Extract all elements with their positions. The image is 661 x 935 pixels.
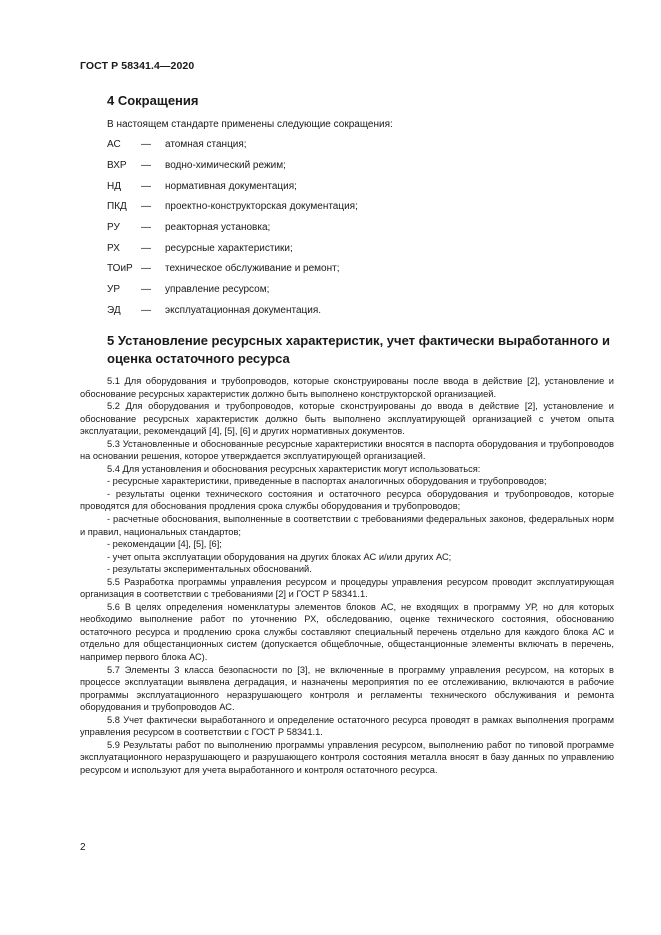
paragraph-5-4: 5.4 Для установления и обоснования ресурсных характеристик могут использоваться: xyxy=(107,463,481,474)
paragraph-5-7: 5.7 Элементы 3 класса безопасности по [3], не включенные в программу управления ресурсом, на которых в процессе эксплуатации выявлена деградация, и назначены мероприятия по ее отслеживанию, включаются в рабочие программы эксплуатационного неразрушающего контроля и регламенты технического обслуживания и ремонта оборудования и трубопроводов АС. xyxy=(80,664,614,713)
abbreviation-code: ТОиР xyxy=(107,263,133,274)
abbreviation-code: РУ xyxy=(107,222,120,233)
section-4-title: 4 Сокращения xyxy=(107,93,199,108)
abbreviation-definition: управление ресурсом; xyxy=(165,284,270,295)
abbreviation-code: НД xyxy=(107,181,121,192)
abbreviation-dash: — xyxy=(141,201,151,212)
abbreviation-item xyxy=(107,139,527,153)
abbreviation-code: РХ xyxy=(107,243,120,254)
abbreviation-code: УР xyxy=(107,284,121,295)
list-item: - результаты оценки технического состояния и остаточного ресурса оборудования и трубопроводов, которые проводятся для обоснования продления срока службы оборудования и трубопроводов; xyxy=(80,488,614,512)
paragraph-5-8: 5.8 Учет фактически выработанного и определение остаточного ресурса проводят в рамках выполнения программ управления ресурсом в соответствии с ГОСТ Р 58341.1. xyxy=(80,714,614,738)
paragraph-5-3: 5.3 Установленные и обоснованные ресурсные характеристики вносятся в паспорта оборудования и трубопроводов на основании решения, которое утверждается эксплуатирующей организацией. xyxy=(80,438,614,462)
abbreviation-item xyxy=(107,305,527,319)
abbreviation-definition: реакторная установка; xyxy=(165,222,271,233)
abbreviation-definition: ресурсные характеристики; xyxy=(165,243,293,254)
paragraph-5-9: 5.9 Результаты работ по выполнению программы управления ресурсом, выполнению работ по типовой программе эксплуатационного неразрушающего и разрушающего контроля состояния металла вносят в базу данных по управлению ресурсом и используют для учета выработанного и контроля остаточного ресурса. xyxy=(80,739,614,775)
abbreviation-dash: — xyxy=(141,139,151,150)
abbreviation-item xyxy=(107,181,527,195)
abbreviation-item xyxy=(107,263,527,277)
section-5-body xyxy=(80,375,614,777)
paragraph-5-6: 5.6 В целях определения номенклатуры элементов блоков АС, не входящих в программу УР, но для которых необходимо выполнение работ по уточнению РХ, обследованию, оценке технического состояния, обоснованию остаточного ресурса и продлению срока службы составляют специальный перечень отдельно для каждого блока АС и отдельно для общестанционных систем (допускается общеблочные, общестанционные элементы включать в перечень, например первого блока АС). xyxy=(80,601,614,663)
abbreviation-dash: — xyxy=(141,263,151,274)
abbreviation-dash: — xyxy=(141,222,151,233)
list-item: - рекомендации [4], [5], [6]; xyxy=(107,539,222,550)
abbreviation-definition: водно-химический режим; xyxy=(165,160,286,171)
abbreviation-code: ВХР xyxy=(107,160,127,171)
list-item: - ресурсные характеристики, приведенные в паспортах аналогичных оборудования и трубопроводов; xyxy=(107,476,547,487)
abbreviation-dash: — xyxy=(141,243,151,254)
abbreviation-definition: атомная станция; xyxy=(165,139,247,150)
list-item: - результаты экспериментальных обоснований. xyxy=(107,564,312,575)
abbreviation-code: АС xyxy=(107,139,121,150)
list-item: - учет опыта эксплуатации оборудования на других блоках АС и/или других АС; xyxy=(107,551,452,562)
abbreviation-item xyxy=(107,243,527,257)
page-number: 2 xyxy=(80,842,86,853)
paragraph-5-5: 5.5 Разработка программы управления ресурсом и процедуры управления ресурсом проводит эксплуатирующая организация в соответствии с требованиями [2] и ГОСТ Р 58341.1. xyxy=(80,576,614,600)
paragraph-5-1: 5.1 Для оборудования и трубопроводов, которые сконструированы после ввода в действие [2], установление и обоснование ресурсных характеристик должно быть выполнено конструкторской организацией. xyxy=(80,376,614,399)
abbreviation-dash: — xyxy=(141,160,151,171)
standard-code-header: ГОСТ Р 58341.4—2020 xyxy=(80,60,195,72)
abbreviation-code: ЭД xyxy=(107,305,121,316)
section-4-intro: В настоящем стандарте применены следующие сокращения: xyxy=(107,119,393,130)
paragraph-5-2: 5.2 Для оборудования и трубопроводов, которые сконструированы до ввода в действие [2], установление и обоснование ресурсных характеристик должно быть выполнено эксплуатирующей организацией с учетом опыта эксплуатации, рекомендаций [4], [5], [6] и других нормативных документов. xyxy=(80,401,614,437)
abbreviation-item xyxy=(107,201,527,215)
abbreviation-definition: эксплуатационная документация. xyxy=(165,305,322,316)
list-item: - расчетные обоснования, выполненные в соответствии с требованиями федеральных законов, федеральных норм и правил, национальных стандартов; xyxy=(80,514,614,537)
abbreviation-dash: — xyxy=(141,305,151,316)
abbreviation-definition: техническое обслуживание и ремонт; xyxy=(165,263,340,274)
abbreviation-item xyxy=(107,284,527,298)
abbreviation-definition: нормативная документация; xyxy=(165,181,297,192)
abbreviation-item xyxy=(107,222,527,236)
abbreviation-dash: — xyxy=(141,284,151,295)
abbreviation-definition: проектно-конструкторская документация; xyxy=(165,201,358,212)
abbreviation-item xyxy=(107,160,527,174)
abbreviation-code: ПКД xyxy=(107,201,127,212)
abbreviation-dash: — xyxy=(141,181,151,192)
section-5-title: 5 Установление ресурсных характеристик, учет фактически выработанного и оценка остаточного ресурса xyxy=(107,333,610,366)
